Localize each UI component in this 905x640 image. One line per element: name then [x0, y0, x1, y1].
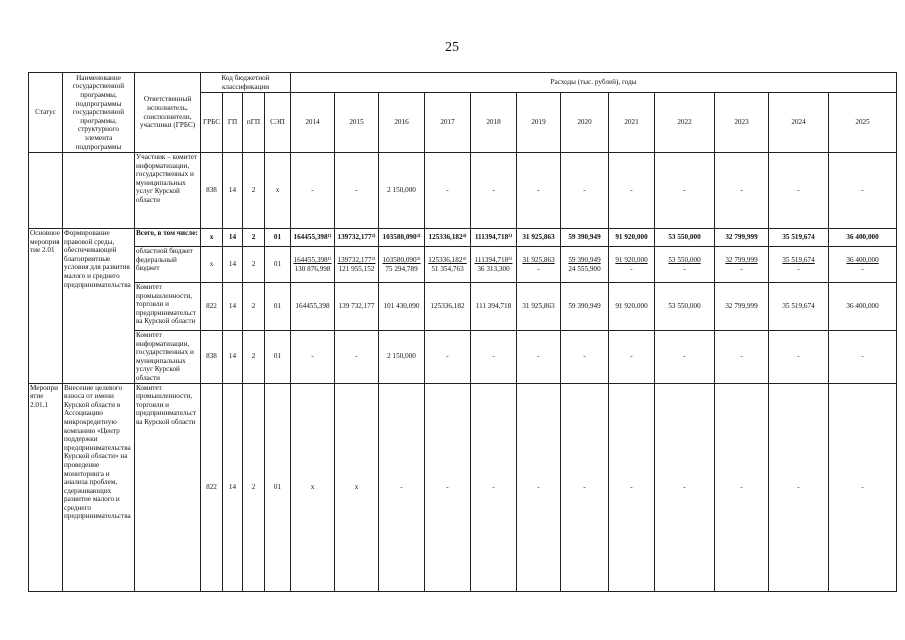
header-budget-code: Код бюджетной классификации [201, 73, 291, 93]
code-cell: 838 [201, 153, 223, 229]
code-cell: 14 [223, 283, 243, 331]
code-cell: 01 [265, 229, 291, 247]
value-cell: 53 550,000 [655, 229, 715, 247]
federal-value: - [861, 264, 864, 273]
header-year: 2025 [829, 93, 897, 153]
value-cell: - [425, 383, 471, 591]
value-cell: - [829, 153, 897, 229]
code-cell: 01 [265, 247, 291, 283]
federal-value: 121 955,152 [338, 264, 375, 273]
value-cell: 36 400,000 [829, 229, 897, 247]
federal-value: 51 354,763 [431, 264, 464, 273]
code-cell: 01 [265, 383, 291, 591]
value-cell: 91 920,000 [609, 229, 655, 247]
table-row [29, 283, 897, 331]
value-cell: - [335, 331, 379, 384]
split-value-cell [769, 247, 829, 283]
code-cell: 01 [265, 283, 291, 331]
header-code: СЭП [265, 93, 291, 153]
value-cell: 164455,398 [291, 283, 335, 331]
header-code: ГРБС [201, 93, 223, 153]
table-row [29, 331, 897, 384]
code-cell: 2 [243, 383, 265, 591]
regional-value: 53 550,000 [668, 255, 701, 264]
value-cell: 31 925,863 [517, 229, 561, 247]
value-cell: - [655, 331, 715, 384]
value-cell: 111 394,718 [471, 283, 517, 331]
table-row [29, 229, 897, 247]
value-cell: - [471, 383, 517, 591]
federal-value: 75 294,789 [385, 264, 418, 273]
value-cell: 111394,718⁵⁾ [471, 229, 517, 247]
value-cell: 2 150,000 [379, 331, 425, 384]
code-cell: 822 [201, 283, 223, 331]
federal-value: - [630, 264, 633, 273]
value-cell: - [609, 153, 655, 229]
federal-value: 36 313,300 [477, 264, 510, 273]
value-cell: - [335, 153, 379, 229]
value-cell: - [425, 331, 471, 384]
value-cell: - [561, 331, 609, 384]
value-cell: 164455,398¹⁾ [291, 229, 335, 247]
header-year: 2014 [291, 93, 335, 153]
regional-value: 91 920,000 [615, 255, 648, 264]
header-year: 2019 [517, 93, 561, 153]
regional-value: 111394,718⁵⁾ [474, 255, 513, 264]
regional-value: 164455,398¹⁾ [293, 255, 332, 264]
header-code: ГП [223, 93, 243, 153]
value-cell: - [609, 383, 655, 591]
header-year: 2024 [769, 93, 829, 153]
value-cell: х [335, 383, 379, 591]
code-cell: 838 [201, 331, 223, 384]
value-cell: - [291, 153, 335, 229]
value-cell: - [425, 153, 471, 229]
value-cell: - [715, 331, 769, 384]
split-value-cell [425, 247, 471, 283]
header-year: 2020 [561, 93, 609, 153]
value-cell: - [561, 153, 609, 229]
split-value-cell [829, 247, 897, 283]
header-year: 2023 [715, 93, 769, 153]
value-cell: - [769, 383, 829, 591]
value-cell: - [517, 153, 561, 229]
value-cell: - [471, 331, 517, 384]
header-year: 2017 [425, 93, 471, 153]
federal-value: - [740, 264, 743, 273]
code-cell: 2 [243, 229, 265, 247]
value-cell: 59 390,949 [561, 283, 609, 331]
value-cell: - [561, 383, 609, 591]
value-cell: 35 519,674 [769, 229, 829, 247]
code-cell: х [201, 229, 223, 247]
header-year: 2015 [335, 93, 379, 153]
executor-cell: Комитет промышленности, торговли и предпринимательства Курской области [135, 383, 201, 591]
federal-value: - [797, 264, 800, 273]
value-cell: 125336,182 [425, 283, 471, 331]
header-year: 2021 [609, 93, 655, 153]
empty-cell [29, 153, 63, 229]
federal-value: - [683, 264, 686, 273]
table-row [29, 153, 897, 229]
value-cell: - [291, 331, 335, 384]
regional-value: 36 400,000 [846, 255, 879, 264]
split-value-cell [655, 247, 715, 283]
header-year: 2016 [379, 93, 425, 153]
value-cell: 139 732,177 [335, 283, 379, 331]
value-cell: - [655, 383, 715, 591]
header-expenses: Расходы (тыс. рублей), годы [291, 73, 897, 93]
regional-value: 35 519,674 [782, 255, 815, 264]
executor-cell: Участник – комитет информатизации, государственных и муниципальных услуг Курской области [135, 153, 201, 229]
value-cell: 125336,182⁴⁾ [425, 229, 471, 247]
split-value-cell [561, 247, 609, 283]
header-executor: Ответственный исполнитель, соисполнители, участники (ГРБС) [135, 73, 201, 153]
code-cell: 14 [223, 331, 243, 384]
budget-table [28, 72, 897, 592]
value-cell: - [769, 153, 829, 229]
regional-value: 32 799,999 [725, 255, 758, 264]
code-cell: 14 [223, 247, 243, 283]
federal-value: 130 876,998 [294, 264, 331, 273]
value-cell: - [379, 383, 425, 591]
code-cell: 14 [223, 153, 243, 229]
code-cell: 2 [243, 153, 265, 229]
code-cell: х [201, 247, 223, 283]
value-cell: - [829, 383, 897, 591]
value-cell: 91 920,000 [609, 283, 655, 331]
value-cell: 31 925,863 [517, 283, 561, 331]
value-cell: - [655, 153, 715, 229]
event-name-cell: Внесение целевого взноса от имени Курской области в Ассоциацию микрокредитную компанию «Центр поддержки предпринимательства Курской области» на проведение мониторинга и анализа проблем, сдерживающих развитие малого и среднего предпринимательства [63, 383, 135, 591]
regional-value: 103580,090³⁾ [382, 255, 421, 264]
code-cell: 822 [201, 383, 223, 591]
split-value-cell [609, 247, 655, 283]
split-value-cell [471, 247, 517, 283]
federal-value: 24 555,900 [568, 264, 601, 273]
code-cell: 2 [243, 247, 265, 283]
value-cell: 101 430,090 [379, 283, 425, 331]
regional-value: 139732,177²⁾ [337, 255, 376, 264]
code-cell: 2 [243, 283, 265, 331]
event-name-cell: Формирование правовой среды, обеспечивающей благоприятные условия для развития малого и среднего предпринимательства [63, 229, 135, 384]
value-cell: - [769, 331, 829, 384]
value-cell: - [609, 331, 655, 384]
split-value-cell [291, 247, 335, 283]
value-cell: - [517, 383, 561, 591]
header-year: 2022 [655, 93, 715, 153]
split-value-cell [379, 247, 425, 283]
code-cell: 14 [223, 229, 243, 247]
value-cell: - [715, 383, 769, 591]
header-status: Статус [29, 73, 63, 153]
empty-cell [63, 153, 135, 229]
value-cell: 139732,177²⁾ [335, 229, 379, 247]
value-cell: - [517, 331, 561, 384]
code-cell: 01 [265, 331, 291, 384]
split-value-cell [715, 247, 769, 283]
value-cell: 35 519,674 [769, 283, 829, 331]
executor-cell: Комитет информатизации, государственных и муниципальных услуг Курской области [135, 331, 201, 384]
page-number: 25 [445, 40, 459, 55]
executor-cell: Всего, в том числе: [135, 229, 201, 247]
header-code: пГП [243, 93, 265, 153]
status-cell: Основное мероприятие 2.01 [29, 229, 63, 384]
code-cell: 14 [223, 383, 243, 591]
value-cell: 103580,090³⁾ [379, 229, 425, 247]
regional-value: 125336,182⁴⁾ [428, 255, 467, 264]
value-cell: 2 150,000 [379, 153, 425, 229]
table-row [29, 383, 897, 591]
value-cell: 32 799,999 [715, 283, 769, 331]
value-cell: - [715, 153, 769, 229]
value-cell: 32 799,999 [715, 229, 769, 247]
value-cell: - [829, 331, 897, 384]
table-row [29, 247, 897, 283]
executor-cell: Комитет промышленности, торговли и предпринимательства Курской области [135, 283, 201, 331]
code-cell: х [265, 153, 291, 229]
regional-value: 59 390,949 [568, 255, 601, 264]
header-program-name: Наименование государственной программы, подпрограммы государственной программы, структурного элемента подпрограммы [63, 73, 135, 153]
split-value-cell [335, 247, 379, 283]
value-cell: - [471, 153, 517, 229]
code-cell: 2 [243, 331, 265, 384]
status-cell: Мероприятие 2.01.1 [29, 383, 63, 591]
federal-value: - [537, 264, 540, 273]
value-cell: 59 390,949 [561, 229, 609, 247]
value-cell: 53 550,000 [655, 283, 715, 331]
regional-value: 31 925,863 [522, 255, 555, 264]
value-cell: 36 400,000 [829, 283, 897, 331]
executor-cell: областной бюджет федеральный бюджет [135, 247, 201, 283]
split-value-cell [517, 247, 561, 283]
header-year: 2018 [471, 93, 517, 153]
value-cell: х [291, 383, 335, 591]
